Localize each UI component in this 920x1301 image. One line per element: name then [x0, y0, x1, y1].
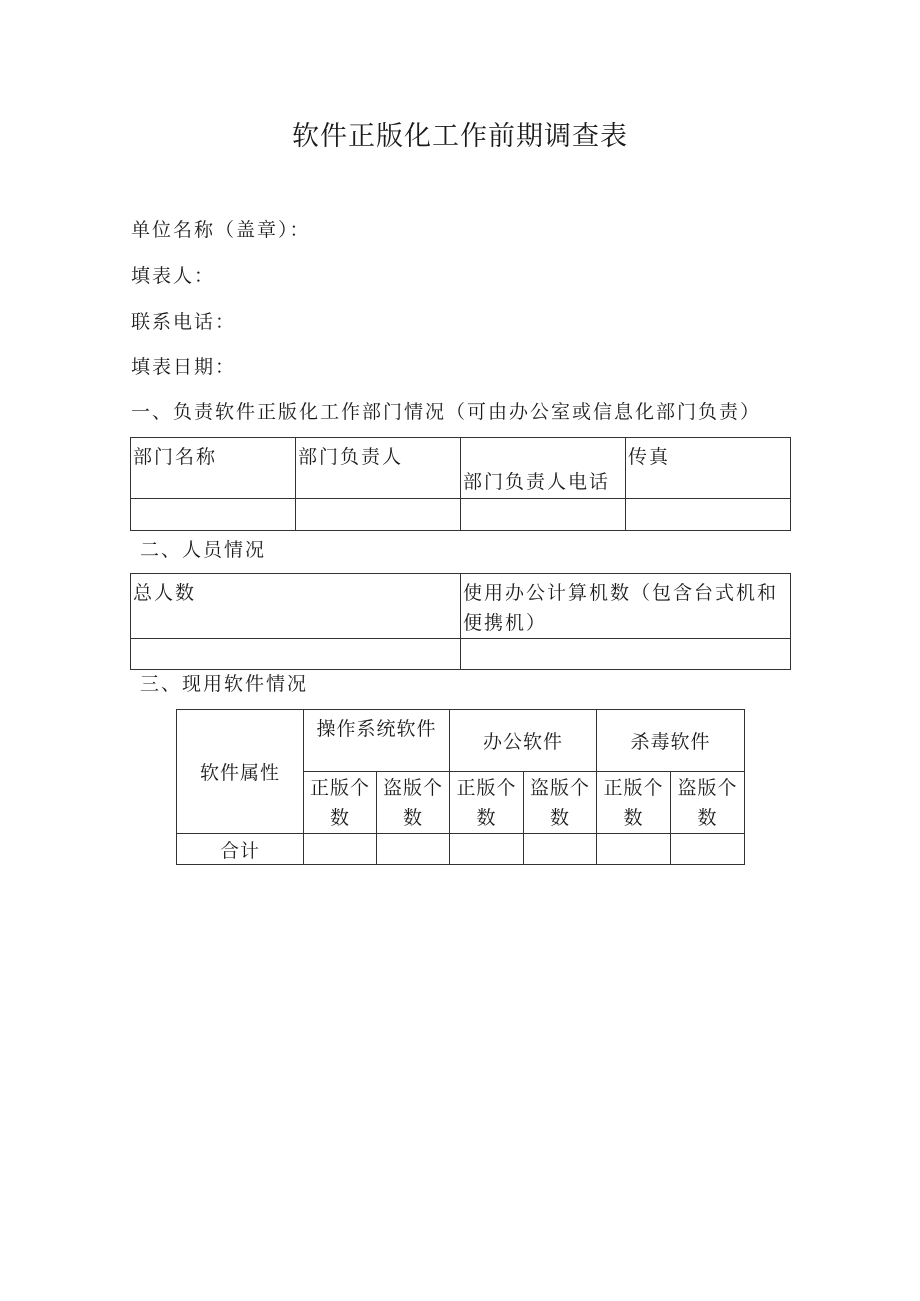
office-genuine-total-cell[interactable] — [450, 834, 524, 865]
office-pirated-total-cell[interactable] — [524, 834, 597, 865]
total-people-cell[interactable] — [131, 639, 461, 670]
antivirus-pirated-header: 盗版个数 — [671, 772, 745, 834]
office-software-header: 办公软件 — [450, 710, 597, 772]
dept-head-phone-cell[interactable] — [461, 499, 626, 531]
total-label: 合计 — [177, 834, 304, 865]
personnel-table — [130, 573, 791, 670]
software-table — [176, 709, 745, 865]
os-software-header: 操作系统软件 — [304, 710, 450, 772]
os-pirated-total-cell[interactable] — [377, 834, 450, 865]
os-genuine-total-cell[interactable] — [304, 834, 377, 865]
dept-head-cell[interactable] — [296, 499, 461, 531]
fax-cell[interactable] — [626, 499, 791, 531]
header-total-people: 总人数 — [131, 574, 461, 639]
header-computer-count: 使用办公计算机数（包含台式机和便携机） — [461, 574, 791, 639]
department-table — [130, 437, 791, 531]
software-attribute-header: 软件属性 — [177, 710, 304, 834]
header-fax: 传真 — [626, 438, 791, 499]
header-dept-head: 部门负责人 — [296, 438, 461, 499]
computer-count-cell[interactable] — [461, 639, 791, 670]
section2-heading: 二、人员情况 — [140, 539, 267, 561]
dept-name-cell[interactable] — [131, 499, 296, 531]
header-dept-head-phone: 部门负责人电话 — [461, 438, 626, 499]
antivirus-genuine-header: 正版个数 — [597, 772, 671, 834]
filler-label: 填表人： — [131, 265, 216, 287]
os-pirated-header: 盗版个数 — [377, 772, 450, 834]
office-pirated-header: 盗版个数 — [524, 772, 597, 834]
os-genuine-header: 正版个数 — [304, 772, 377, 834]
phone-label: 联系电话： — [131, 311, 237, 333]
unit-name-label: 单位名称（盖章）： — [131, 219, 311, 241]
office-genuine-header: 正版个数 — [450, 772, 524, 834]
section3-heading: 三、现用软件情况 — [140, 673, 309, 695]
page-title: 软件正版化工作前期调查表 — [292, 121, 628, 152]
date-label: 填表日期： — [131, 356, 237, 378]
header-dept-name: 部门名称 — [131, 438, 296, 499]
section1-heading: 一、负责软件正版化工作部门情况（可由办公室或信息化部门负责） — [131, 401, 762, 423]
antivirus-genuine-total-cell[interactable] — [597, 834, 671, 865]
antivirus-pirated-total-cell[interactable] — [671, 834, 745, 865]
antivirus-software-header: 杀毒软件 — [597, 710, 745, 772]
